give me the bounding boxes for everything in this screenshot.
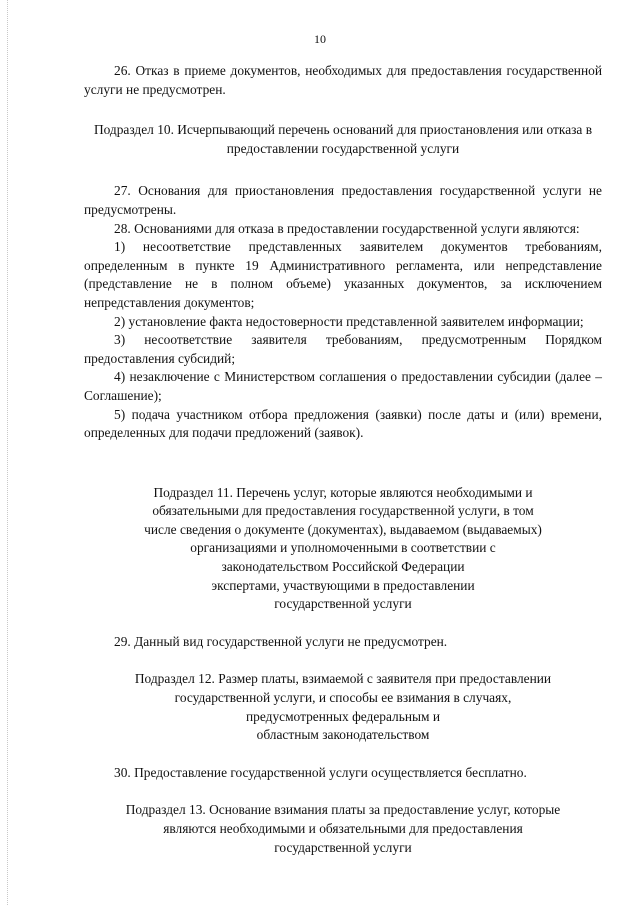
subsection-13-line: государственной услуги xyxy=(274,839,412,855)
paragraph-28-item-2: 2) установление факта недостоверности представленной заявителем информации; xyxy=(114,313,584,329)
subsection-13-heading xyxy=(84,801,602,857)
subsection-12-line: областным законодательством xyxy=(256,727,430,743)
paragraph-28-item-4: 4) незаключение с Министерством соглашения о предоставлении субсидии (далее – Соглашение); xyxy=(84,369,602,403)
subsection-13-line: Подраздел 13. Основание взимания платы за предоставление услуг, которые xyxy=(125,802,561,818)
paragraph-27: 27. Основания для приостановления предоставления государственной услуги не предусмотрены. xyxy=(84,183,602,217)
subsection-11-line: числе сведения о документе (документах), выдаваемом (выдаваемых) xyxy=(144,521,542,537)
paragraph-28-item-3: 3) несоответствие заявителя требованиям, предусмотренным Порядком предоставления субсидий; xyxy=(84,332,602,366)
paragraph-28-item-5: 5) подача участником отбора предложения (заявки) после даты и (или) времени, определенных для подачи предложений (заявок). xyxy=(84,406,602,441)
subsection-11-line: государственной услуги xyxy=(274,596,412,612)
subsection-11-line: Подраздел 11. Перечень услуг, которые являются необходимыми и xyxy=(153,484,533,500)
document-body xyxy=(84,62,602,857)
page-edge-line xyxy=(7,0,9,905)
subsection-11-line: законодательством Российской Федерации xyxy=(221,559,465,575)
paragraph-28-item-1: 1) несоответствие представленных заявителем документов требованиям, определенным в пункте 19 Административного регламента, или непредставление (представление не в полном объеме) указанных документов, за исключением непредставления документов; xyxy=(84,239,602,310)
subsection-11-line: обязательными для предоставления государственной услуги, в том xyxy=(152,503,534,519)
paragraph-29: 29. Данный вид государственной услуги не предусмотрен. xyxy=(114,633,448,649)
subsection-11-line: экспертами, участвующими в предоставлении xyxy=(211,577,475,593)
subsection-12-heading xyxy=(84,670,602,744)
paragraph-30: 30. Предоставление государственной услуги осуществляется бесплатно. xyxy=(114,764,527,780)
paragraph-26: 26. Отказ в приеме документов, необходимых для предоставления государственной услуги не предусмотрен. xyxy=(84,63,602,97)
subsection-13-line: являются необходимыми и обязательными для предоставления xyxy=(163,821,523,836)
subsection-12-line: предусмотренных федеральным и xyxy=(246,708,440,724)
subsection-11-heading xyxy=(84,484,602,614)
subsection-12-line: государственной услуги, и способы ее взимания в случаях, xyxy=(174,690,512,706)
paragraph-28: 28. Основаниями для отказа в предоставлении государственной услуги являются: xyxy=(114,220,580,236)
subsection-10-heading: Подраздел 10. Исчерпывающий перечень оснований для приостановления или отказа в предоставлении государственной услуги xyxy=(93,122,593,156)
subsection-11-line: организациями и уполномоченными в соответствии с xyxy=(190,540,496,556)
page-number: 10 xyxy=(314,32,326,46)
subsection-12-line: Подраздел 12. Размер платы, взимаемой с заявителя при предоставлении xyxy=(134,671,552,687)
